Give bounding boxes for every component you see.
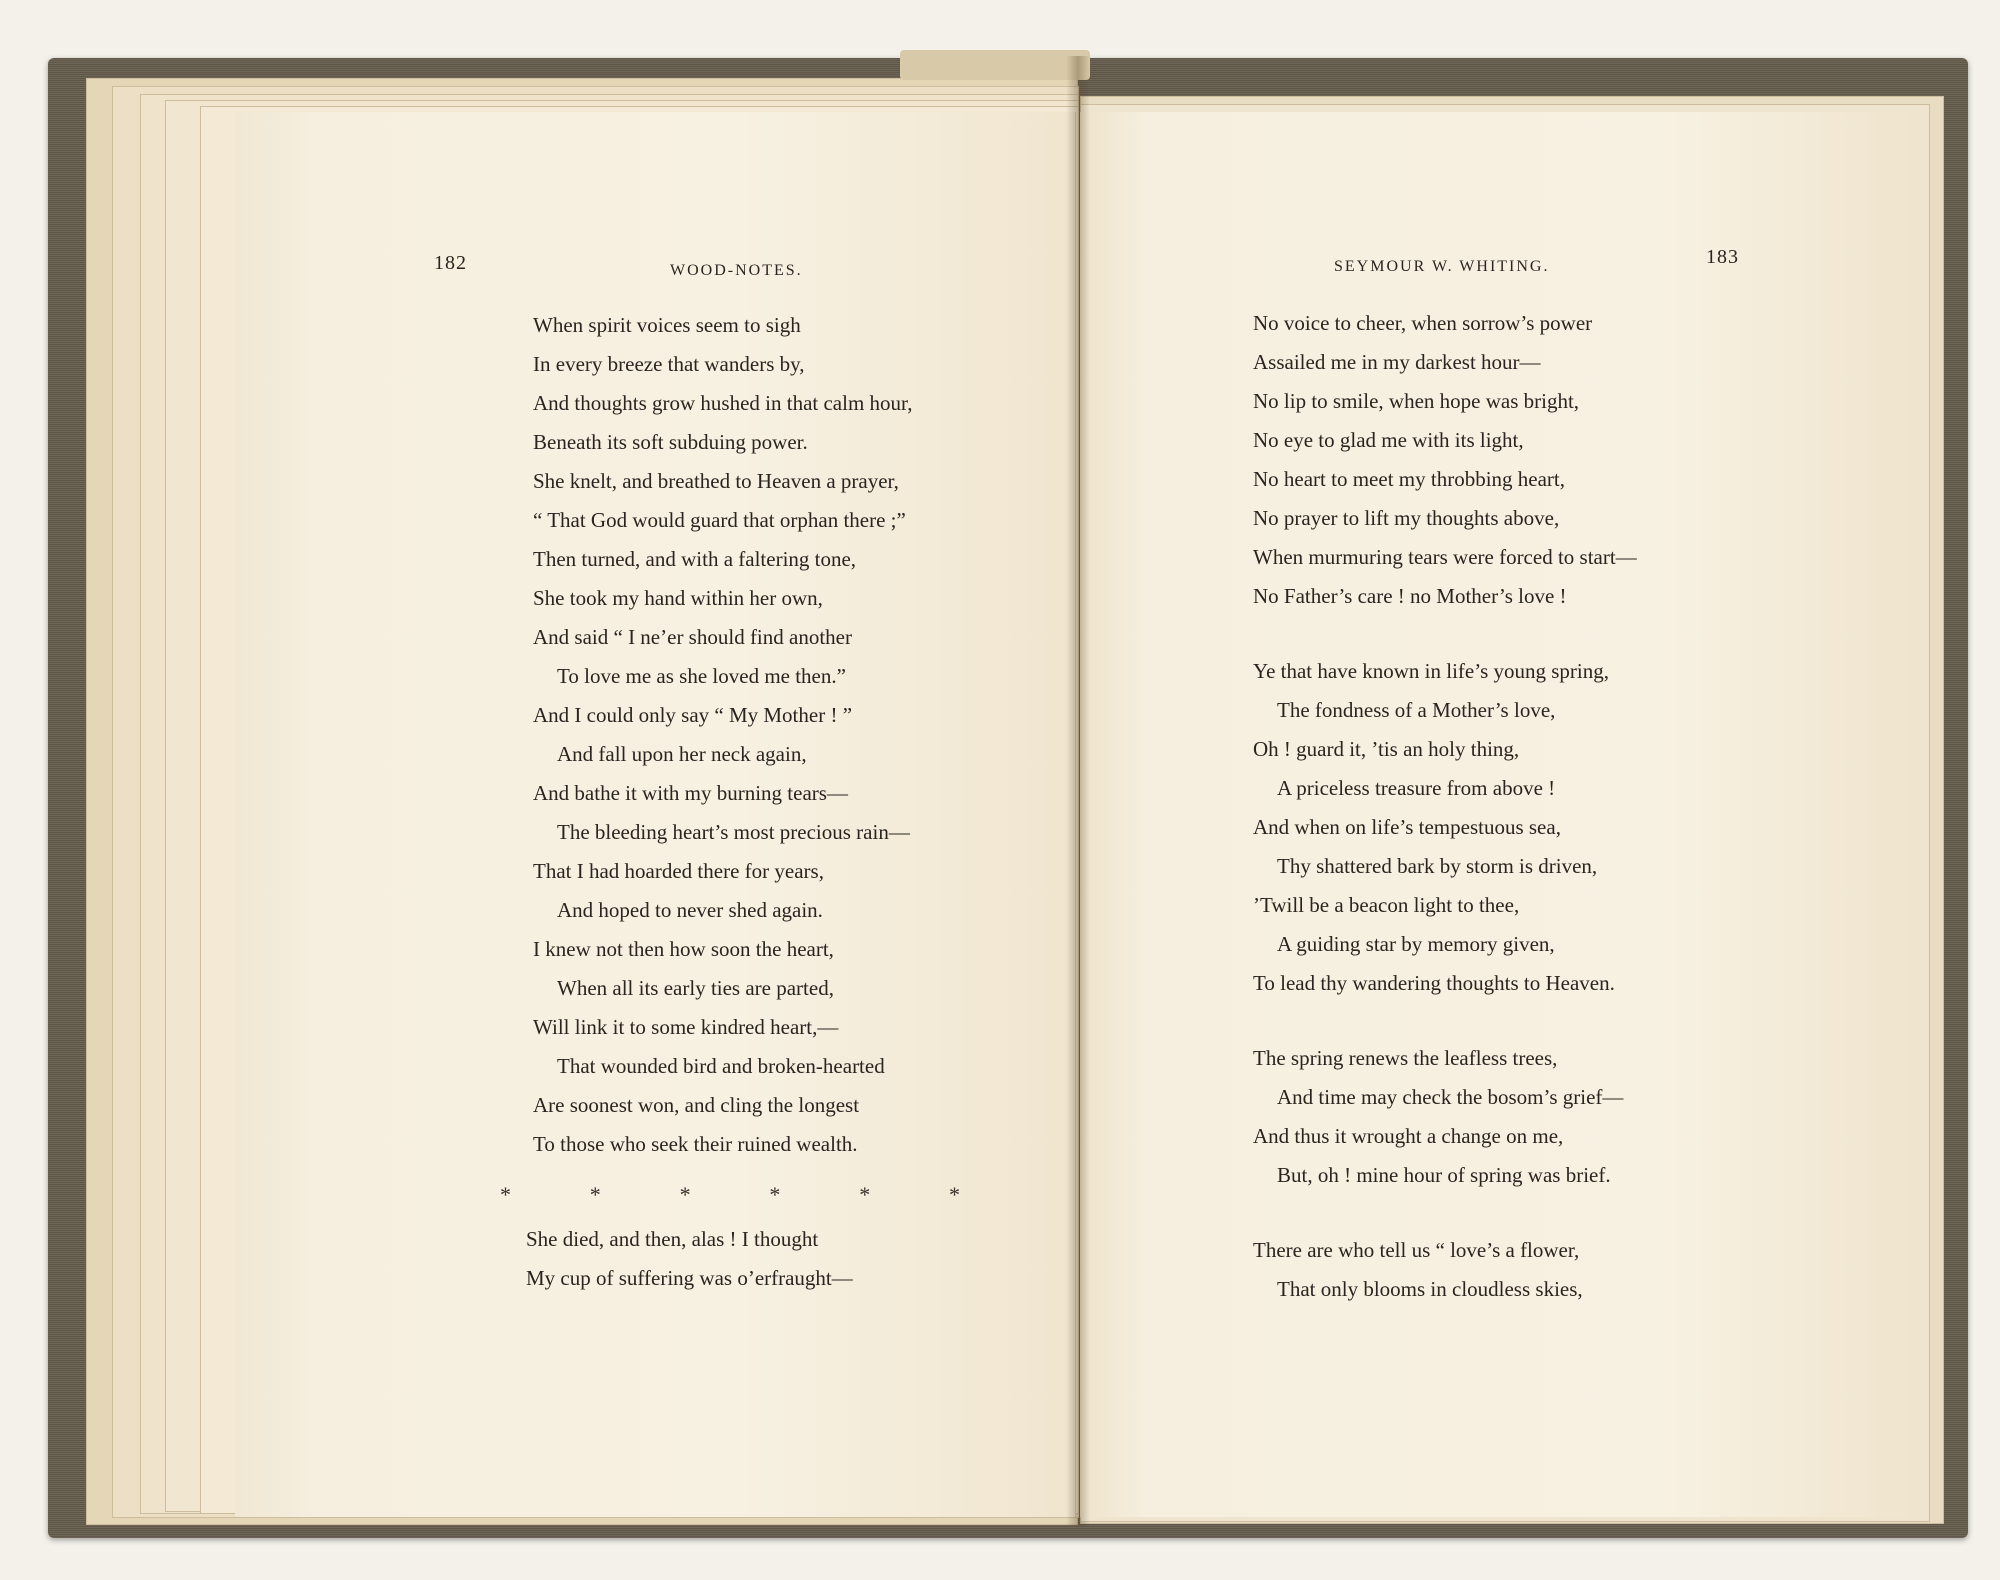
headband <box>900 50 1090 80</box>
poem-line: “ That God would guard that orphan there ;” <box>533 508 906 532</box>
asterisk: * <box>500 1182 511 1207</box>
section-break <box>500 1182 960 1208</box>
poem-line: No Father’s care ! no Mother’s love ! <box>1253 584 1567 608</box>
poem-line: That only blooms in cloudless skies, <box>1277 1277 1583 1301</box>
poem-line: A guiding star by memory given, <box>1277 932 1555 956</box>
poem-line: To lead thy wandering thoughts to Heaven. <box>1253 971 1615 995</box>
poem-line: And thus it wrought a change on me, <box>1253 1124 1564 1148</box>
poem-line: Assailed me in my darkest hour— <box>1253 350 1541 374</box>
poem-line: But, oh ! mine hour of spring was brief. <box>1277 1163 1611 1187</box>
stanza <box>1253 304 1637 616</box>
asterisk: * <box>589 1182 601 1207</box>
poem-line: When all its early ties are parted, <box>557 976 834 1000</box>
stanza-gap <box>1253 1195 1637 1231</box>
poem-line: And thoughts grow hushed in that calm hour, <box>533 391 913 415</box>
poem-line: Thy shattered bark by storm is driven, <box>1277 854 1598 878</box>
poem-line: The spring renews the leafless trees, <box>1253 1046 1558 1070</box>
poem-line: She took my hand within her own, <box>533 586 823 610</box>
left-running-head: WOOD-NOTES. <box>670 262 803 279</box>
poem-line: She knelt, and breathed to Heaven a prayer, <box>533 469 899 493</box>
poem-line: Ye that have known in life’s young spring, <box>1253 659 1610 683</box>
poem-line: To those who seek their ruined wealth. <box>533 1132 858 1156</box>
poem-line: ’Twill be a beacon light to thee, <box>1253 893 1520 917</box>
left-closing-lines <box>526 1220 853 1298</box>
poem-line: The bleeding heart’s most precious rain— <box>557 820 910 844</box>
asterisk: * <box>859 1182 871 1207</box>
poem-line: No prayer to lift my thoughts above, <box>1253 506 1560 530</box>
asterisk: * <box>679 1182 691 1207</box>
poem-line: When murmuring tears were forced to start— <box>1253 545 1637 569</box>
poem-line: And when on life’s tempestuous sea, <box>1253 815 1561 839</box>
asterisk: * <box>948 1182 960 1207</box>
poem-line: To love me as she loved me then.” <box>557 664 846 688</box>
poem-line: That wounded bird and broken-hearted <box>557 1054 885 1078</box>
poem-line: No lip to smile, when hope was bright, <box>1253 389 1580 413</box>
stanza <box>1253 1231 1637 1309</box>
poem-line: Beneath its soft subduing power. <box>533 430 808 454</box>
poem-line: And hoped to never shed again. <box>557 898 823 922</box>
poem-line: That I had hoarded there for years, <box>533 859 824 883</box>
poem-line: A priceless treasure from above ! <box>1277 776 1556 800</box>
poem-line: The fondness of a Mother’s love, <box>1277 698 1556 722</box>
left-poem <box>533 306 912 1164</box>
poem-line: And bathe it with my burning tears— <box>533 781 848 805</box>
stanza-gap <box>1253 1003 1637 1039</box>
poem-line: And I could only say “ My Mother ! ” <box>533 703 853 727</box>
asterisk: * <box>769 1182 781 1207</box>
poem-line: And fall upon her neck again, <box>557 742 807 766</box>
gutter-shadow <box>1066 56 1090 1526</box>
right-poem <box>1253 304 1637 1309</box>
right-running-head: SEYMOUR W. WHITING. <box>1334 258 1550 275</box>
poem-line: I knew not then how soon the heart, <box>533 937 834 961</box>
poem-line: Are soonest won, and cling the longest <box>533 1093 860 1117</box>
poem-line: She died, and then, alas ! I thought <box>526 1227 819 1251</box>
poem-line: And said “ I ne’er should find another <box>533 625 852 649</box>
poem-line: Oh ! guard it, ’tis an holy thing, <box>1253 737 1520 761</box>
left-page-number: 182 <box>434 252 467 274</box>
right-page-number: 183 <box>1706 246 1739 268</box>
poem-line: No eye to glad me with its light, <box>1253 428 1524 452</box>
poem-line: Will link it to some kindred heart,— <box>533 1015 839 1039</box>
poem-line: When spirit voices seem to sigh <box>533 313 801 337</box>
stanza <box>1253 652 1637 1003</box>
stanza <box>1253 1039 1637 1195</box>
poem-line: No heart to meet my throbbing heart, <box>1253 467 1565 491</box>
poem-line: In every breeze that wanders by, <box>533 352 805 376</box>
poem-line: Then turned, and with a faltering tone, <box>533 547 857 571</box>
poem-line: My cup of suffering was o’erfraught— <box>526 1266 853 1290</box>
poem-line: And time may check the bosom’s grief— <box>1277 1085 1624 1109</box>
poem-line: There are who tell us “ love’s a flower, <box>1253 1238 1580 1262</box>
poem-line: No voice to cheer, when sorrow’s power <box>1253 311 1593 335</box>
stanza-gap <box>1253 616 1637 652</box>
